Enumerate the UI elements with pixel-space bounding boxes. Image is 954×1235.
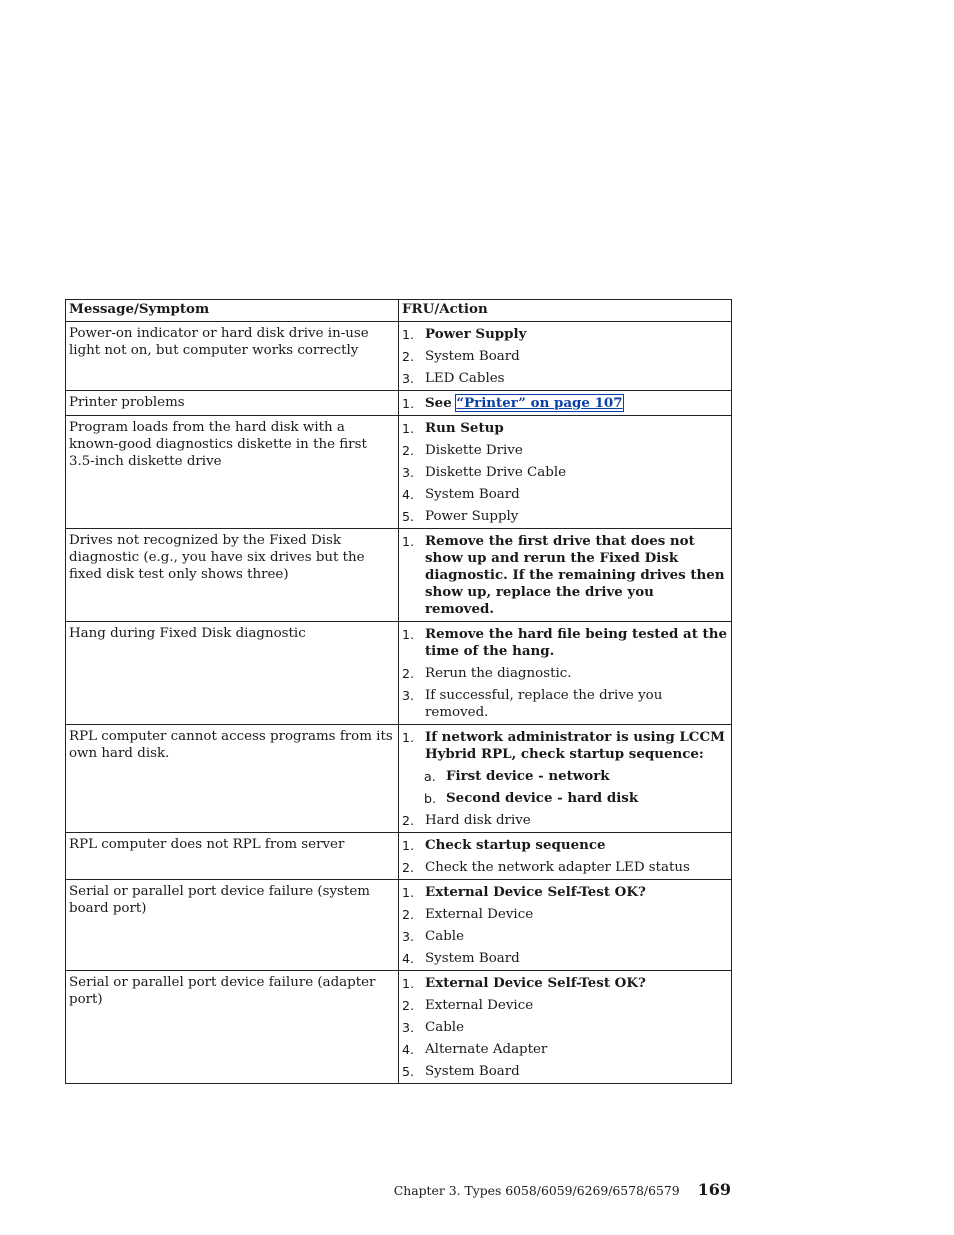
action-item — [402, 928, 727, 945]
action-number: 2. — [402, 666, 415, 681]
action-number: 1. — [402, 976, 415, 991]
action-text: Check startup sequence — [425, 837, 606, 853]
action-cell — [399, 391, 732, 416]
action-number: 4. — [402, 487, 415, 502]
action-text: External Device Self-Test OK? — [425, 884, 646, 900]
table-row — [66, 833, 732, 880]
action-text-wrap — [425, 975, 727, 992]
action-number: 2. — [402, 998, 415, 1013]
action-number: 1. — [402, 327, 415, 342]
symptom-cell: Power-on indicator or hard disk drive in-use light not on, but computer works correctly — [66, 322, 399, 391]
action-text-wrap — [425, 508, 727, 525]
action-text: Rerun the diagnostic. — [425, 666, 572, 681]
header-fru-action: FRU/Action — [399, 300, 732, 322]
action-item — [402, 442, 727, 459]
action-number: 3. — [402, 371, 415, 386]
action-text: System Board — [425, 951, 520, 966]
action-cell — [399, 529, 732, 622]
action-number: 3. — [402, 688, 415, 703]
action-text: Power Supply — [425, 326, 527, 342]
page-number: 169 — [697, 1180, 731, 1199]
action-number: 1. — [402, 838, 415, 853]
symptom-cell: Program loads from the hard disk with a known-good diagnostics diskette in the first 3.5-inch diskette drive — [66, 416, 399, 529]
action-number: 2. — [402, 907, 415, 922]
action-item — [402, 626, 727, 660]
action-number: 2. — [402, 443, 415, 458]
action-text: Remove the first drive that does not show up and rerun the Fixed Disk diagnostic. If the remaining drives then show up, replace the drive you removed. — [425, 533, 725, 617]
action-item — [402, 837, 727, 854]
action-text: External Device — [425, 998, 534, 1013]
chapter-title: Chapter 3. Types 6058/6059/6269/6578/6579 — [393, 1183, 680, 1198]
action-text-wrap — [425, 626, 727, 660]
action-number: 5. — [402, 1064, 415, 1079]
action-text: System Board — [425, 349, 520, 364]
action-item — [402, 348, 727, 365]
action-cell — [399, 416, 732, 529]
action-text: Cable — [425, 1020, 465, 1035]
action-text-wrap — [425, 859, 727, 876]
symptom-cell: RPL computer does not RPL from server — [66, 833, 399, 880]
action-number: 1. — [402, 730, 415, 745]
action-text: System Board — [425, 487, 520, 502]
action-text-wrap — [425, 486, 727, 503]
action-item — [402, 486, 727, 503]
page-footer — [394, 1180, 731, 1199]
action-text-wrap — [425, 1019, 727, 1036]
table-row — [66, 725, 732, 833]
table-row — [66, 416, 732, 529]
action-number: 5. — [402, 509, 415, 524]
table-row — [66, 622, 732, 725]
action-text: See — [425, 395, 452, 411]
action-item — [402, 370, 727, 387]
action-text-wrap — [425, 370, 727, 387]
action-item — [402, 508, 727, 525]
action-number: 2. — [402, 813, 415, 828]
action-text-wrap — [425, 812, 727, 829]
action-text-wrap — [425, 1041, 727, 1058]
action-text-wrap — [446, 790, 727, 807]
action-text-wrap — [425, 928, 727, 945]
action-number: 2. — [402, 349, 415, 364]
action-text: Power Supply — [425, 509, 519, 524]
action-text-wrap — [425, 420, 727, 437]
action-text: Diskette Drive Cable — [425, 465, 567, 480]
action-cell — [399, 971, 732, 1084]
action-text-wrap — [425, 1063, 727, 1080]
action-text-wrap — [425, 837, 727, 854]
action-cell — [399, 833, 732, 880]
action-text: If network administrator is using LCCM Hybrid RPL, check startup sequence: — [425, 729, 725, 762]
action-item — [402, 884, 727, 901]
action-text: Hard disk drive — [425, 813, 531, 828]
action-text-wrap — [425, 464, 727, 481]
action-text: Run Setup — [425, 420, 504, 436]
action-text-wrap — [425, 395, 727, 412]
action-text: If successful, replace the drive you removed. — [425, 688, 663, 720]
action-text: System Board — [425, 1064, 520, 1079]
action-item — [402, 1019, 727, 1036]
action-item — [402, 729, 727, 763]
action-number: 1. — [402, 396, 415, 411]
action-text: Diskette Drive — [425, 443, 523, 458]
action-text: Alternate Adapter — [425, 1042, 548, 1057]
action-number: 3. — [402, 465, 415, 480]
action-text-wrap — [425, 884, 727, 901]
action-cell — [399, 880, 732, 971]
action-number: 4. — [402, 1042, 415, 1057]
action-number: b. — [424, 791, 436, 806]
action-item — [402, 1041, 727, 1058]
action-text-wrap — [425, 442, 727, 459]
action-cell — [399, 322, 732, 391]
action-text-wrap — [425, 533, 727, 618]
action-subitem — [424, 768, 727, 785]
action-cell — [399, 725, 732, 833]
action-text-wrap — [425, 950, 727, 967]
action-item — [402, 975, 727, 992]
action-item — [402, 665, 727, 682]
action-number: 3. — [402, 1020, 415, 1035]
symptom-cell: Printer problems — [66, 391, 399, 416]
symptom-cell: Drives not recognized by the Fixed Disk diagnostic (e.g., you have six drives but the fixed disk test only shows three) — [66, 529, 399, 622]
header-message-symptom: Message/Symptom — [66, 300, 399, 322]
symptom-cell: Serial or parallel port device failure (adapter port) — [66, 971, 399, 1084]
action-item — [402, 950, 727, 967]
action-number: 1. — [402, 534, 415, 549]
action-text-wrap — [425, 997, 727, 1014]
action-cell — [399, 622, 732, 725]
action-number: 1. — [402, 421, 415, 436]
action-item — [402, 326, 727, 343]
action-item — [402, 420, 727, 437]
action-text-wrap — [446, 768, 727, 785]
action-text: Check the network adapter LED status — [425, 860, 690, 875]
action-text: Remove the hard file being tested at the time of the hang. — [425, 626, 727, 659]
action-item — [402, 395, 727, 412]
action-number: 1. — [402, 627, 415, 642]
action-text-wrap — [425, 729, 727, 763]
action-item — [402, 464, 727, 481]
symptom-cell: Serial or parallel port device failure (system board port) — [66, 880, 399, 971]
action-text: LED Cables — [425, 371, 505, 386]
action-number: a. — [424, 769, 436, 784]
action-text-wrap — [425, 326, 727, 343]
table-row — [66, 322, 732, 391]
action-text: First device - network — [446, 768, 610, 784]
action-item — [402, 687, 727, 721]
action-number: 4. — [402, 951, 415, 966]
symptom-cell: Hang during Fixed Disk diagnostic — [66, 622, 399, 725]
table-row — [66, 880, 732, 971]
symptom-cell: RPL computer cannot access programs from its own hard disk. — [66, 725, 399, 833]
action-item — [402, 533, 727, 618]
table-row — [66, 971, 732, 1084]
action-text: External Device — [425, 907, 534, 922]
action-number: 2. — [402, 860, 415, 875]
action-text-wrap — [425, 348, 727, 365]
action-text-wrap — [425, 665, 727, 682]
printer-page-link[interactable]: “Printer” on page 107 — [456, 395, 623, 411]
action-text: Cable — [425, 929, 465, 944]
action-text: Second device - hard disk — [446, 790, 639, 806]
action-text-wrap — [425, 687, 727, 721]
action-item — [402, 1063, 727, 1080]
action-item — [402, 906, 727, 923]
action-item — [402, 859, 727, 876]
action-text: External Device Self-Test OK? — [425, 975, 646, 991]
table-row — [66, 391, 732, 416]
action-item — [402, 812, 727, 829]
action-text-wrap — [425, 906, 727, 923]
action-item — [402, 997, 727, 1014]
table-row — [66, 529, 732, 622]
table-header-row — [66, 300, 732, 322]
action-number: 3. — [402, 929, 415, 944]
fru-table — [65, 299, 732, 1084]
action-subitem — [424, 790, 727, 807]
action-number: 1. — [402, 885, 415, 900]
